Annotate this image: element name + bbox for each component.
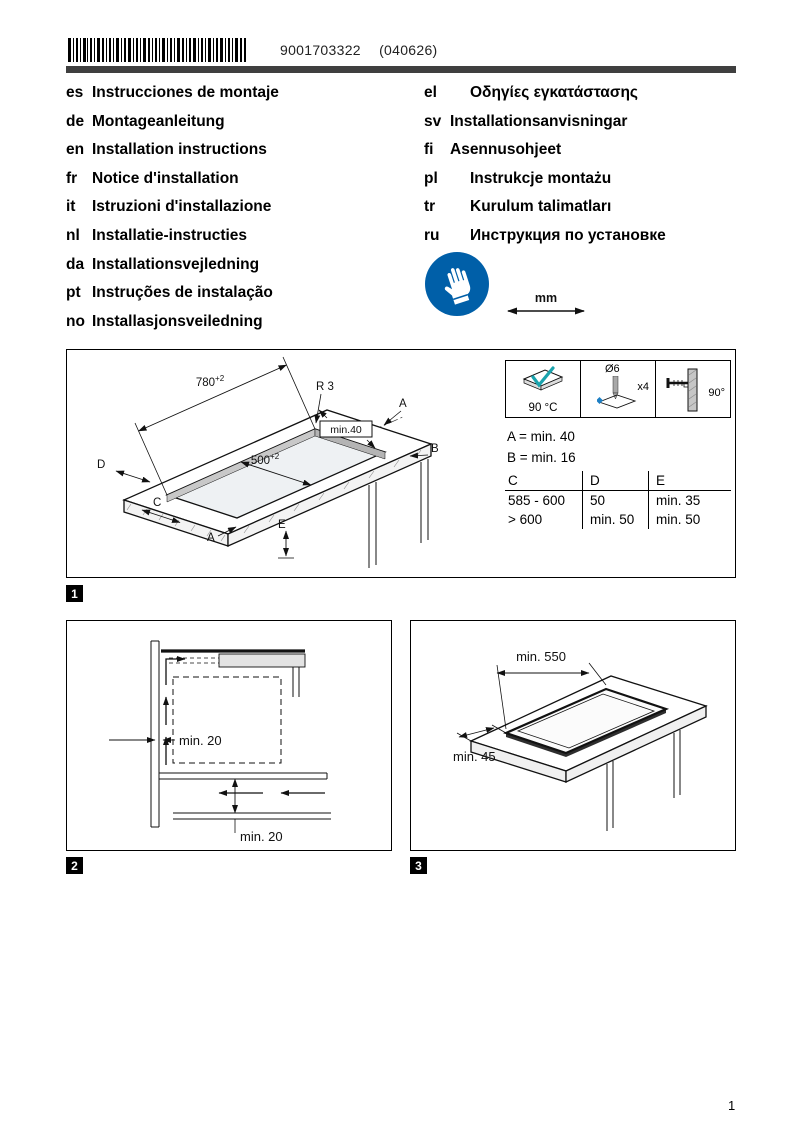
dimension-table <box>505 471 731 529</box>
language-code: ru <box>424 226 440 244</box>
language-column-right <box>424 79 736 251</box>
cabinet-wall <box>151 641 159 827</box>
language-label: Kurulum talimatları <box>470 198 612 216</box>
language-code: fi <box>424 141 434 159</box>
language-label: Instrucciones de montaje <box>92 84 279 101</box>
language-label: Installationsvejledning <box>92 255 260 273</box>
pictogram-heat-resistance <box>506 361 581 417</box>
table-cell: min. 35 <box>656 493 701 508</box>
top-clearance-label: min. 550 <box>516 649 566 664</box>
language-item-no <box>66 308 418 337</box>
language-code: pt <box>66 284 81 302</box>
language-code: es <box>66 84 84 101</box>
language-item-fr <box>66 165 418 194</box>
language-code: tr <box>424 198 436 216</box>
airflow-arrow <box>166 659 185 685</box>
language-item-it <box>66 193 418 222</box>
language-code: it <box>66 198 76 216</box>
language-code: pl <box>424 169 438 187</box>
table-cell: min. 50 <box>583 510 649 529</box>
language-item-pl <box>424 165 736 194</box>
scale-unit-indicator <box>504 292 588 318</box>
language-label: Installasjonsveiledning <box>92 312 263 330</box>
language-label: Installationsanvisningar <box>450 112 628 130</box>
language-code: sv <box>424 112 442 130</box>
unit-label: mm <box>534 292 558 305</box>
document-number: 9001703322 <box>280 42 361 58</box>
label-d: D <box>97 459 106 471</box>
label-b: B <box>431 443 439 455</box>
angle-label: 90° <box>708 387 725 399</box>
language-code: nl <box>66 226 80 244</box>
radius-label: R 3 <box>316 381 334 393</box>
step-1-badge: 1 <box>66 585 83 602</box>
language-label: Installation instructions <box>92 141 267 159</box>
step-2-badge: 2 <box>66 857 83 874</box>
table-cell: 50 <box>583 491 649 510</box>
pictogram-strip <box>505 360 731 418</box>
pictogram-drill <box>581 361 656 417</box>
table-cell: min. 50 <box>656 512 701 527</box>
language-label: Instrukcje montażu <box>470 169 612 187</box>
dim-width-label: $780^{+2}$ <box>195 374 225 389</box>
language-item-de <box>66 108 418 137</box>
language-label: Asennusohjeet <box>450 141 562 159</box>
language-label: Инструкция по установке <box>470 226 666 244</box>
worktop-section <box>219 654 305 667</box>
table-header-row <box>505 471 731 491</box>
language-item-el <box>424 79 736 108</box>
label-c: C <box>153 497 162 509</box>
language-label: Notice d'installation <box>92 169 239 187</box>
cutout-dimension-drawing <box>69 352 503 575</box>
language-label: Istruzioni d'installazione <box>92 198 272 216</box>
cabinet-floor <box>173 813 331 819</box>
min40-label: min.40 <box>330 424 362 436</box>
hole-diameter-label: Ø6 <box>605 363 620 375</box>
language-item-da <box>66 251 418 280</box>
bottom-clearance-label: min. 20 <box>240 829 283 844</box>
language-item-ru <box>424 222 736 251</box>
language-label: Instruções de instalação <box>92 284 273 302</box>
language-code: fr <box>66 169 78 187</box>
side-clearance-label: min. 20 <box>179 733 222 748</box>
temperature-label: 90 °C <box>528 402 558 414</box>
step-3-badge: 3 <box>410 857 427 874</box>
table-cell: > 600 <box>505 510 583 529</box>
language-label: Οδηγίες εγκατάστασης <box>470 84 638 101</box>
pictogram-screw-angle <box>656 361 730 417</box>
note-b: B = min. 16 <box>507 450 576 465</box>
language-item-tr <box>424 193 736 222</box>
language-code: da <box>66 255 85 273</box>
oven-outline <box>173 677 281 763</box>
language-item-en <box>66 136 418 165</box>
language-column-left <box>66 79 418 336</box>
language-code: en <box>66 141 85 159</box>
worktop-layers-icon <box>521 364 565 394</box>
dim-depth-label: $500^{+2}$ <box>250 452 280 467</box>
front-clearance-label: min. 45 <box>453 749 496 764</box>
gloves-mandatory-icon <box>424 251 490 317</box>
language-item-nl <box>66 222 418 251</box>
screw-icon <box>664 367 714 413</box>
table-row <box>505 491 731 510</box>
barcode <box>68 38 248 62</box>
language-item-pt <box>66 279 418 308</box>
table-header-d: D <box>583 471 649 490</box>
dimension-notes <box>507 426 576 468</box>
hole-count-label: x4 <box>637 381 649 393</box>
language-list <box>66 79 736 341</box>
note-a: A = min. 40 <box>507 429 575 444</box>
table-header-e: E <box>656 473 666 488</box>
language-code: no <box>66 312 85 330</box>
figure-3-panel <box>410 620 736 851</box>
top-divider <box>66 66 736 73</box>
revision-code: (040626) <box>379 42 438 58</box>
table-cell: 585 - 600 <box>505 491 583 510</box>
figure-2-panel <box>66 620 392 851</box>
language-code: el <box>424 84 437 101</box>
language-item-es <box>66 79 418 108</box>
cabinet-shelf <box>159 773 327 779</box>
language-label: Installatie-instructies <box>92 226 248 244</box>
label-a-top: A <box>399 398 407 410</box>
table-header-c: C <box>505 471 583 490</box>
drill-bit-icon <box>597 376 639 414</box>
page-number: 1 <box>728 1098 736 1113</box>
label-a-bottom: A <box>207 532 215 544</box>
language-label: Montageanleitung <box>92 112 225 130</box>
table-row <box>505 510 731 529</box>
ventilation-drawing <box>67 621 389 848</box>
language-item-sv <box>424 108 736 137</box>
hob-clearance-drawing <box>411 621 733 848</box>
document-header <box>280 42 452 58</box>
language-item-fi <box>424 136 736 165</box>
figure-1-panel <box>66 349 736 578</box>
label-e: E <box>278 519 286 531</box>
language-code: de <box>66 112 85 130</box>
